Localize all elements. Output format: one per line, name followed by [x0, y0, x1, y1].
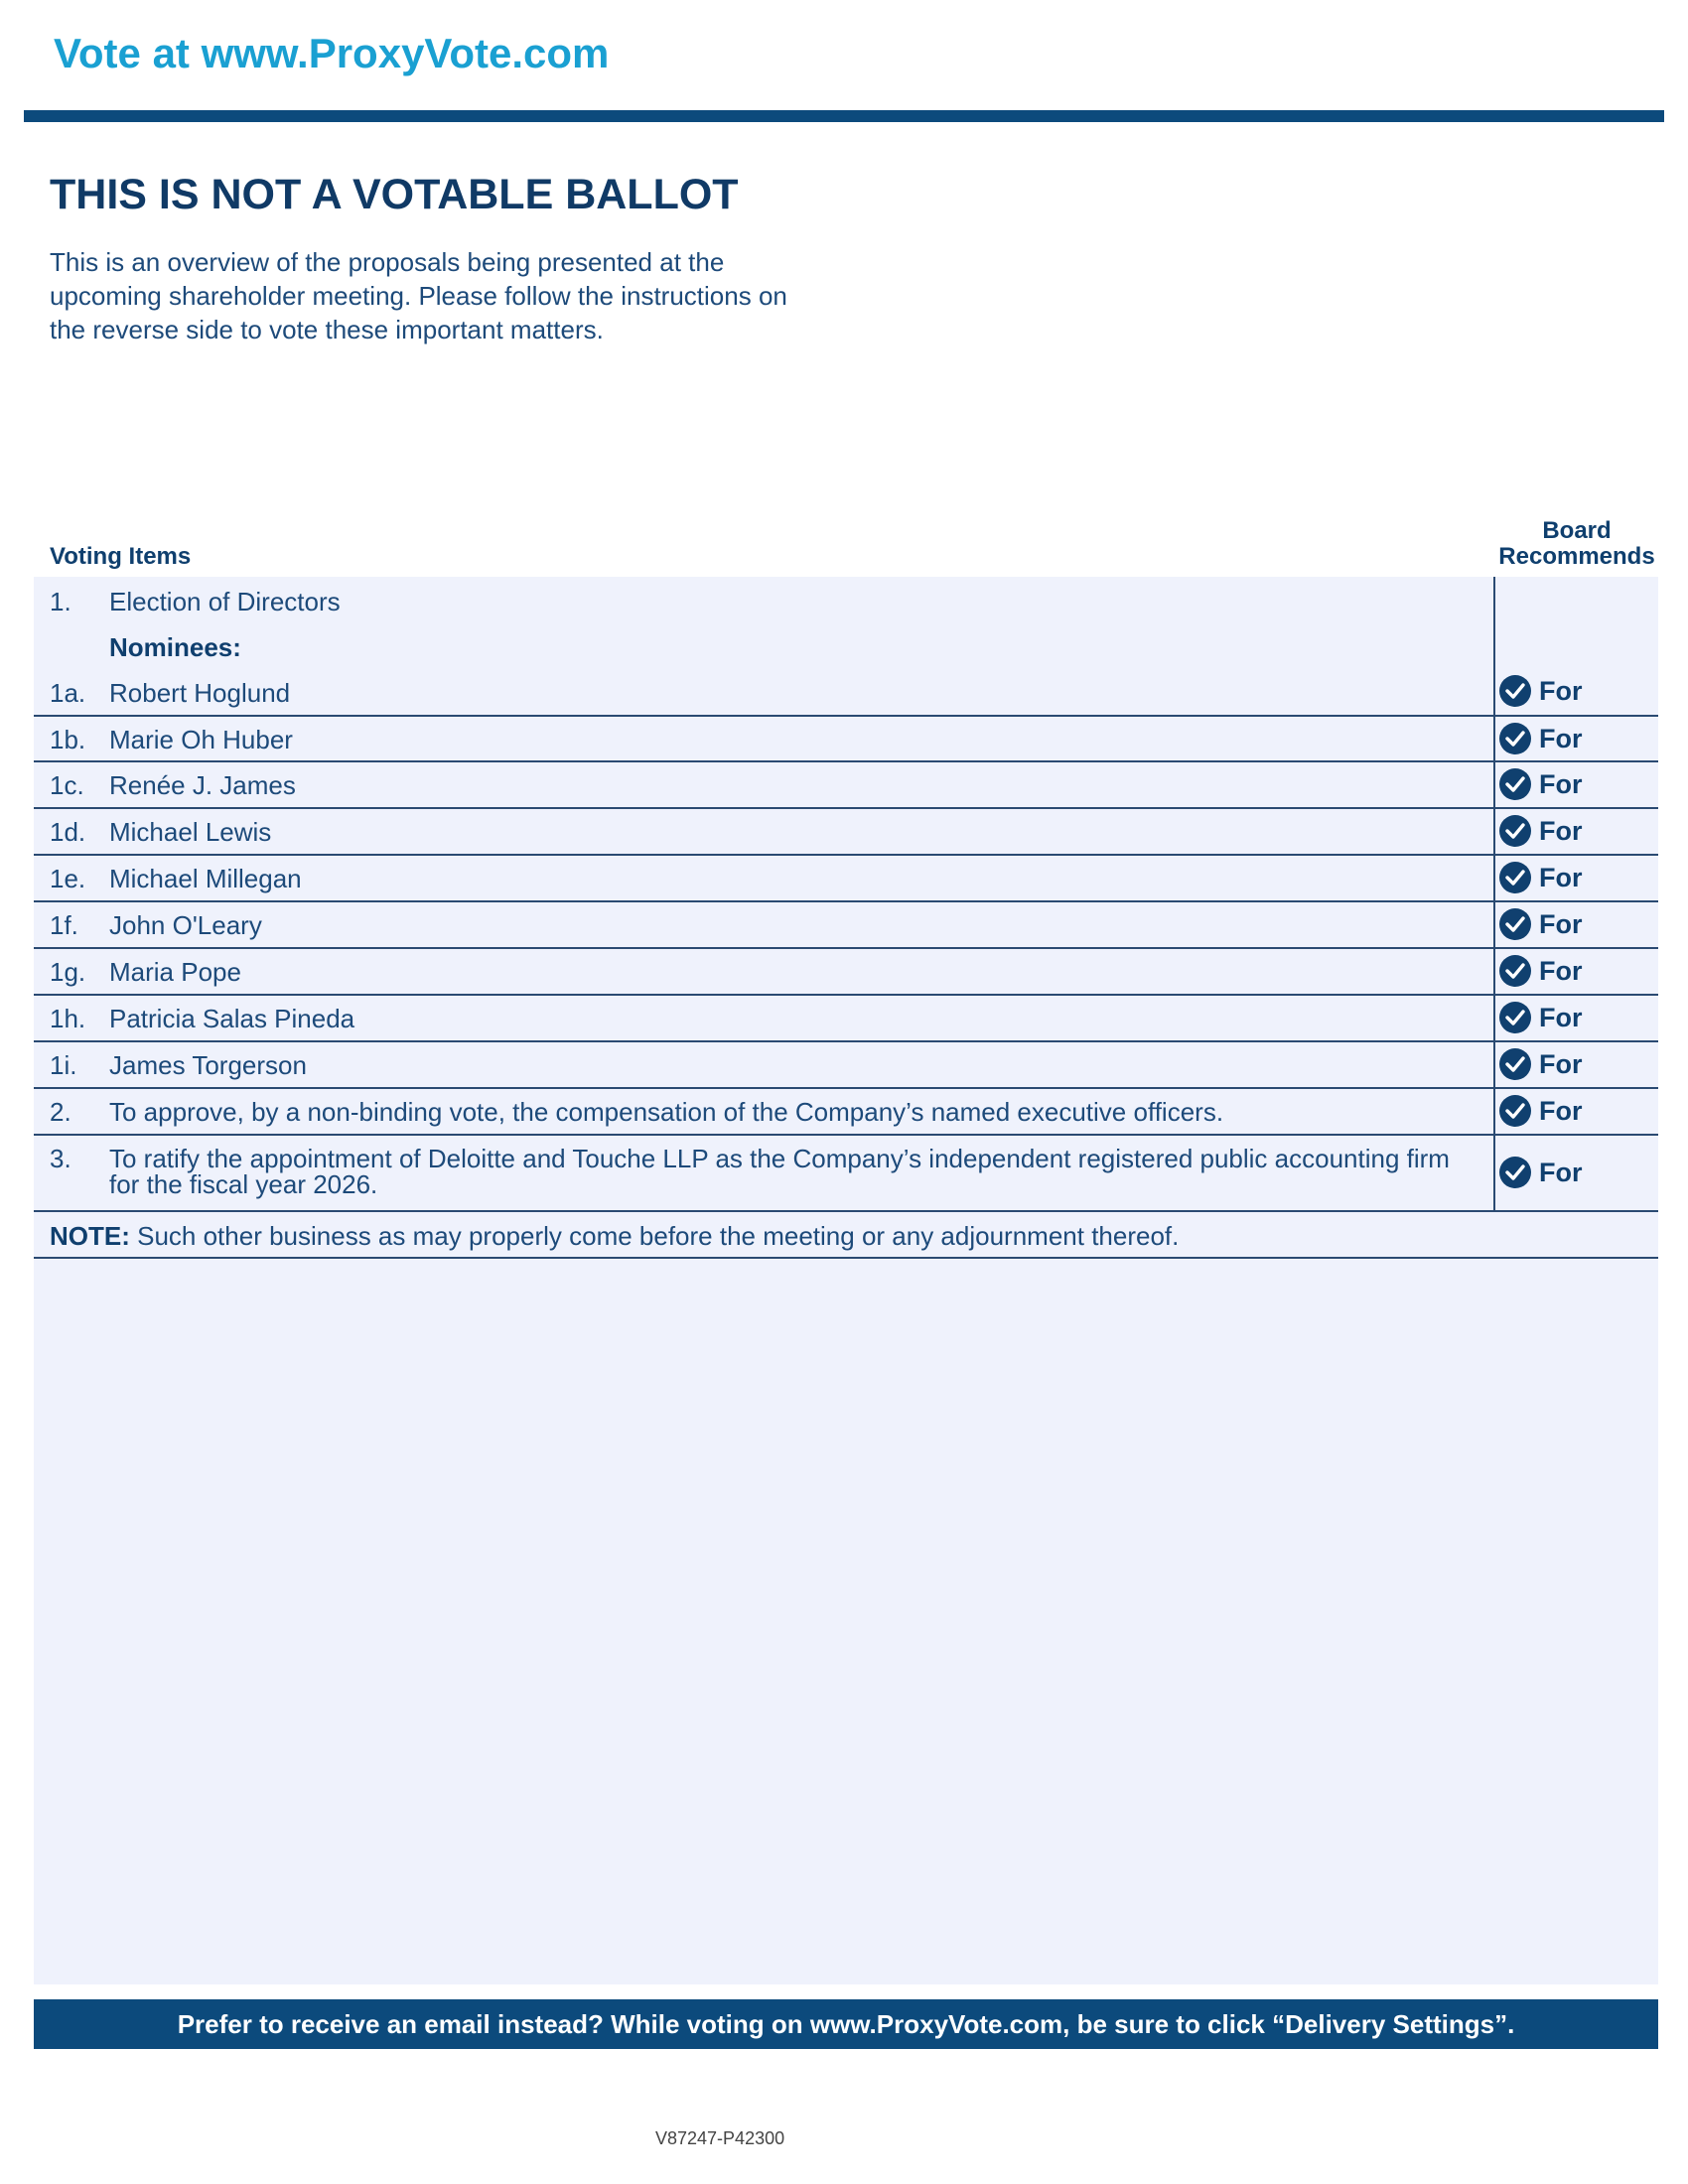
- check-circle-icon: [1499, 815, 1531, 847]
- recommendation-label: For: [1539, 1095, 1583, 1126]
- intro-line: the reverse side to vote these important matters.: [50, 315, 604, 344]
- nominee-row: [34, 902, 1658, 949]
- intro-text: [50, 245, 844, 346]
- nominee-name: Maria Pope: [109, 957, 241, 987]
- board-header-line: Recommends: [1498, 543, 1655, 570]
- proposal-number: 3.: [50, 1144, 71, 1173]
- proposal-text: [109, 1146, 1450, 1197]
- recommendation-label: For: [1539, 1048, 1583, 1079]
- ballot-heading: THIS IS NOT A VOTABLE BALLOT: [50, 171, 739, 218]
- recommendation-label: For: [1539, 723, 1583, 753]
- nominee-number: 1f.: [50, 910, 78, 940]
- proposal-line: To approve, by a non-binding vote, the compensation of the Company’s named executive officers.: [109, 1097, 1224, 1127]
- nominee-name: John O'Leary: [109, 910, 262, 940]
- board-recommendation: [1499, 908, 1583, 940]
- document-code: V87247-P42300: [655, 2128, 785, 2148]
- check-circle-icon: [1499, 675, 1531, 707]
- proposal-row: [34, 1089, 1658, 1136]
- voting-items-header: Voting Items: [50, 543, 192, 570]
- email-delivery-banner: [34, 1999, 1658, 2049]
- nominee-name: James Torgerson: [109, 1050, 307, 1080]
- board-recommendation: [1499, 768, 1583, 800]
- item-row-election: [34, 577, 1658, 622]
- nominees-label: Nominees:: [109, 632, 241, 662]
- nominee-name: Marie Oh Huber: [109, 725, 293, 754]
- item-number: 1.: [50, 587, 71, 616]
- check-circle-icon: [1499, 908, 1531, 940]
- nominees-label-row: [34, 622, 1658, 668]
- nominee-name: Renée J. James: [109, 770, 296, 800]
- nominee-name: Robert Hoglund: [109, 678, 291, 708]
- recommendation-label: For: [1539, 1157, 1583, 1187]
- nominee-name: Patricia Salas Pineda: [109, 1004, 355, 1033]
- intro-line: upcoming shareholder meeting. Please follow the instructions on: [50, 281, 787, 311]
- board-recommendation: [1499, 1002, 1583, 1033]
- nominee-name: Michael Lewis: [109, 817, 272, 847]
- check-circle-icon: [1499, 862, 1531, 893]
- nominee-number: 1e.: [50, 864, 86, 893]
- check-circle-icon: [1499, 1002, 1531, 1033]
- nominee-number: 1g.: [50, 957, 86, 987]
- board-recommendation: [1499, 815, 1583, 847]
- check-circle-icon: [1499, 768, 1531, 800]
- note-body: Such other business as may properly come before the meeting or any adjournment thereof.: [129, 1221, 1180, 1251]
- board-recommendation: [1499, 1048, 1583, 1080]
- note-label: NOTE:: [50, 1221, 130, 1251]
- proposal-line: for the fiscal year 2026.: [109, 1169, 378, 1199]
- nominee-number: 1i.: [50, 1050, 77, 1080]
- nominee-row: [34, 668, 1658, 717]
- top-rule: [24, 110, 1664, 122]
- board-recommends-header: [1489, 518, 1664, 570]
- nominee-row: [34, 996, 1658, 1042]
- board-header-line: Board: [1542, 517, 1612, 544]
- recommendation-label: For: [1539, 675, 1583, 706]
- proposal-number: 2.: [50, 1097, 71, 1127]
- intro-line: This is an overview of the proposals being presented at the: [50, 247, 725, 277]
- recommendation-label: For: [1539, 862, 1583, 892]
- vote-url-title: Vote at www.ProxyVote.com: [54, 30, 610, 76]
- nominee-row: [34, 762, 1658, 809]
- board-recommendation: [1499, 675, 1583, 707]
- recommendation-label: For: [1539, 908, 1583, 939]
- nominee-row: [34, 809, 1658, 856]
- note-text: [50, 1221, 1179, 1252]
- nominee-number: 1h.: [50, 1004, 86, 1033]
- proposal-line: To ratify the appointment of Deloitte and Touche LLP as the Company’s independent registered public accounting firm: [109, 1144, 1450, 1173]
- nominee-number: 1a.: [50, 678, 86, 708]
- email-delivery-text: Prefer to receive an email instead? While voting on www.ProxyVote.com, be sure to click “Delivery Settings”.: [177, 2008, 1515, 2039]
- nominee-name: Michael Millegan: [109, 864, 302, 893]
- check-circle-icon: [1499, 723, 1531, 754]
- recommendation-label: For: [1539, 955, 1583, 986]
- check-circle-icon: [1499, 955, 1531, 987]
- check-circle-icon: [1499, 1157, 1531, 1188]
- nominee-number: 1d.: [50, 817, 86, 847]
- recommendation-label: For: [1539, 815, 1583, 846]
- nominee-row: [34, 856, 1658, 902]
- board-recommendation: [1499, 862, 1583, 893]
- board-recommendation: [1499, 955, 1583, 987]
- nominee-row: [34, 949, 1658, 996]
- board-recommendation: [1499, 723, 1583, 754]
- item-text: Election of Directors: [109, 587, 341, 616]
- recommendation-label: For: [1539, 768, 1583, 799]
- board-recommendation: [1499, 1157, 1583, 1188]
- check-circle-icon: [1499, 1095, 1531, 1127]
- recommendation-label: For: [1539, 1002, 1583, 1032]
- check-circle-icon: [1499, 1048, 1531, 1080]
- board-recommendation: [1499, 1095, 1583, 1127]
- proposal-text: [109, 1099, 1223, 1125]
- nominee-number: 1c.: [50, 770, 84, 800]
- proposal-row: [34, 1136, 1658, 1212]
- nominee-row: [34, 1042, 1658, 1089]
- nominee-row: [34, 717, 1658, 762]
- nominee-number: 1b.: [50, 725, 86, 754]
